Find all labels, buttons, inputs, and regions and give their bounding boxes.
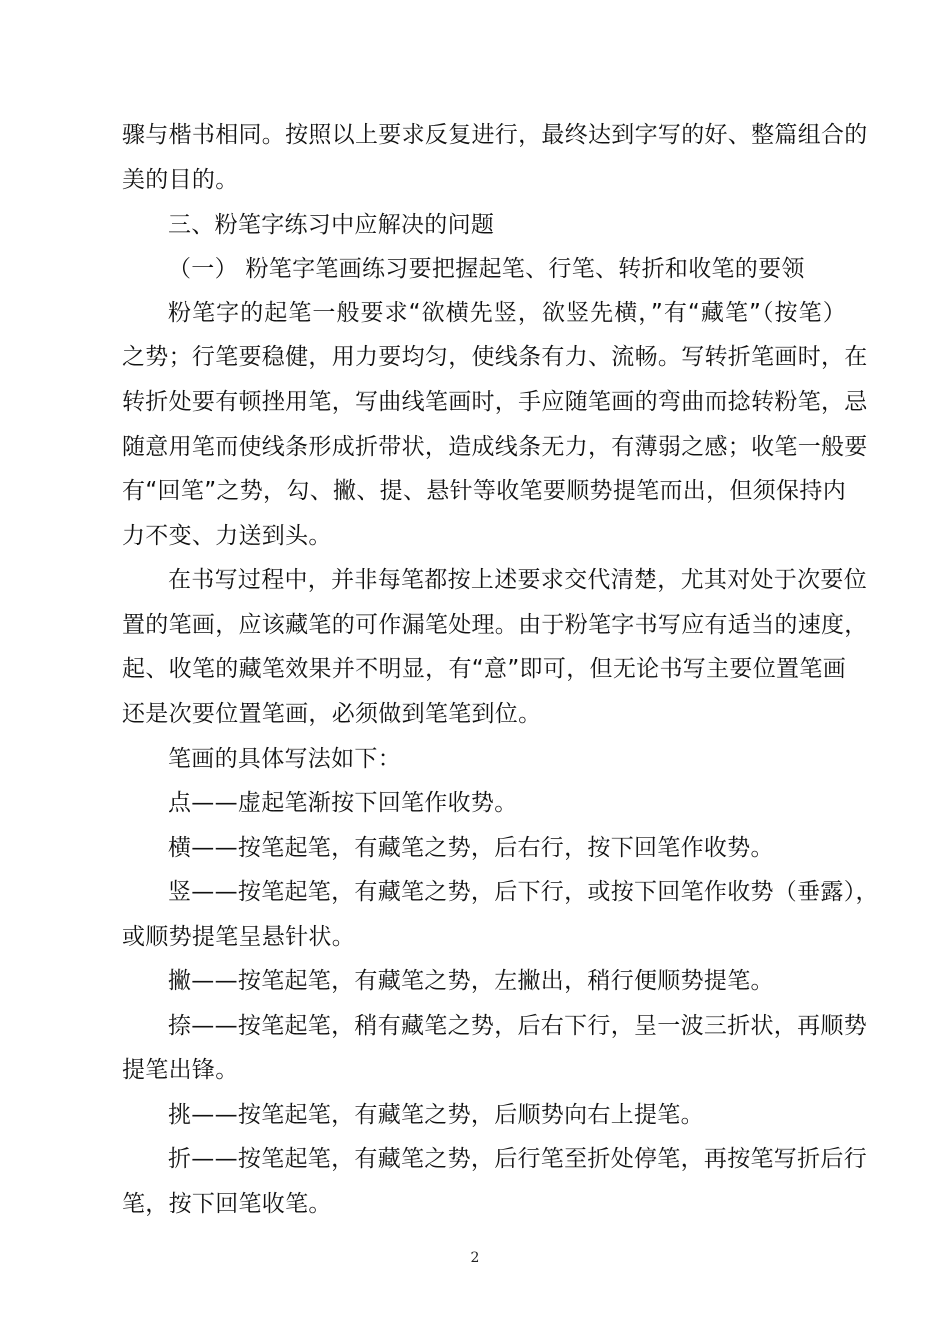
paragraph-line: 美的目的。 — [122, 167, 239, 193]
stroke-rule-vertical: 竖——按笔起笔，有藏笔之势，后下行，或按下回笔作收势（垂露）， — [168, 879, 879, 905]
paragraph-line: 有“回笔”之势，勾、撇、提、悬针等收笔要顺势提笔而出，但须保持内 — [122, 478, 846, 504]
paragraph-line: 转折处要有顿挫用笔，写曲线笔画时，手应随笔画的弯曲而捻转粉笔，忌 — [122, 389, 868, 415]
stroke-rule-dot: 点——虚起笔渐按下回笔作收势。 — [168, 790, 518, 816]
paragraph-line: 在书写过程中，并非每笔都按上述要求交代清楚，尤其对处于次要位 — [168, 567, 867, 593]
paragraph-line: 起、收笔的藏笔效果并不明显，有“意”即可，但无论书写主要位置笔画 — [122, 656, 846, 682]
paragraph-line: 随意用笔而使线条形成折带状，造成线条无力，有薄弱之感；收笔一般要 — [122, 434, 868, 460]
paragraph-line: 之势；行笔要稳健，用力要均匀，使线条有力、流畅。写转折笔画时，在 — [122, 344, 868, 370]
stroke-rule-left-falling: 撇——按笔起笔，有藏笔之势，左撇出，稍行便顺势提笔。 — [168, 968, 774, 994]
paragraph-line: 笔，按下回笔收笔。 — [122, 1191, 332, 1217]
stroke-rule-horizontal: 横——按笔起笔，有藏笔之势，后右行，按下回笔作收势。 — [168, 835, 774, 861]
paragraph-line: 还是次要位置笔画，必须做到笔笔到位。 — [122, 701, 542, 727]
paragraph-line: 骤与楷书相同。按照以上要求反复进行，最终达到字写的好、整篇组合的 — [122, 122, 868, 148]
subsection-heading: （一） 粉笔字笔画练习要把握起笔、行笔、转折和收笔的要领 — [168, 256, 805, 282]
section-heading: 三、粉笔字练习中应解决的问题 — [168, 212, 495, 238]
paragraph-line: 笔画的具体写法如下： — [168, 746, 401, 772]
paragraph-line: 力不变、力送到头。 — [122, 523, 332, 549]
stroke-rule-turning: 折——按笔起笔，有藏笔之势，后行笔至折处停笔，再按笔写折后行 — [168, 1146, 867, 1172]
paragraph-line: 或顺势提笔呈悬针状。 — [122, 924, 355, 950]
stroke-rule-rising: 挑——按笔起笔，有藏笔之势，后顺势向右上提笔。 — [168, 1102, 704, 1128]
paragraph-line: 置的笔画，应该藏笔的可作漏笔处理。由于粉笔字书写应有适当的速度， — [122, 612, 868, 638]
paragraph-line: 提笔出锋。 — [122, 1057, 239, 1083]
paragraph-line: 粉笔字的起笔一般要求“欲横先竖，欲竖先横，”有“藏笔”（按笔） — [168, 300, 846, 326]
stroke-rule-right-falling: 捺——按笔起笔，稍有藏笔之势，后右下行，呈一波三折状，再顺势 — [168, 1013, 867, 1039]
page-number: 2 — [470, 1250, 480, 1266]
